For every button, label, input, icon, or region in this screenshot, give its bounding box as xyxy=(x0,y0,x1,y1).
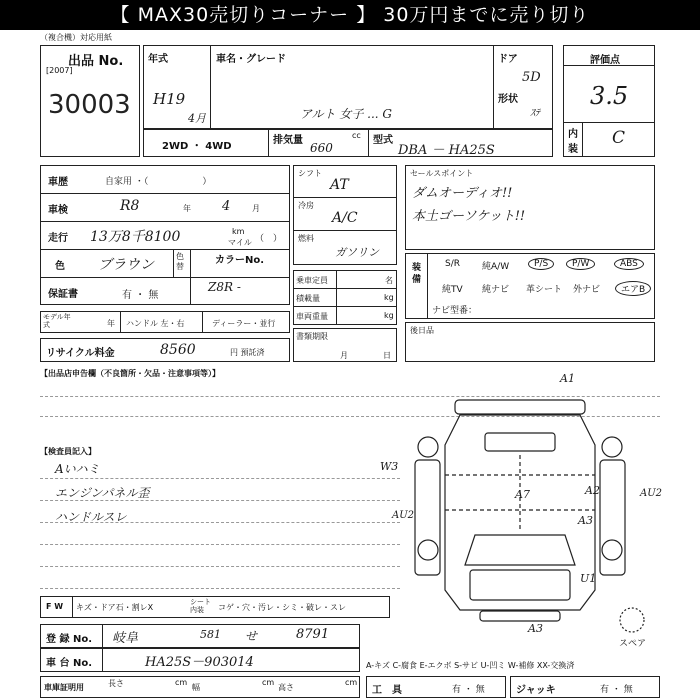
load-label: 積載量 xyxy=(296,294,320,303)
lot-number: 30003 xyxy=(48,90,131,120)
inspector-label: 【検査員記入】 xyxy=(40,447,96,456)
left-side-shape xyxy=(415,460,440,575)
shape-label: 形状 xyxy=(498,94,518,105)
cert-unit-1: cm xyxy=(175,678,188,687)
sales-point-line2: 本土ゴーソケット!! xyxy=(412,209,526,224)
equip-leather: 革シート xyxy=(526,285,563,295)
equip-airbag: エアB xyxy=(615,281,651,296)
inspection-era: R8 xyxy=(120,198,140,214)
mileage-unit-mile: マイル xyxy=(228,238,252,247)
color-label: 色 xyxy=(55,261,65,272)
warranty-label: 保証書 xyxy=(48,289,78,300)
mark-bottom: U1 xyxy=(580,572,597,585)
displacement-label: 排気量 xyxy=(273,135,303,146)
mark-center: A7 xyxy=(515,488,530,501)
mark-right-out: AU2 xyxy=(640,488,663,499)
equip-alloy: 純A/W xyxy=(482,262,510,272)
right-side-shape xyxy=(600,460,625,575)
docs-due-label: 書類期限 xyxy=(296,332,328,341)
mark-top: A1 xyxy=(560,372,575,385)
history-value: 自家用 ・（ ） xyxy=(105,177,212,187)
registration-kana: せ xyxy=(245,629,258,643)
registration-class: 581 xyxy=(200,628,221,641)
fw-text3: コゲ・穴・汚レ・シミ・破レ・スレ xyxy=(218,603,346,612)
equip-tv: 純TV xyxy=(442,285,463,295)
capacity-label: 乗車定員 xyxy=(296,276,328,285)
equip-sr: S/R xyxy=(445,259,460,269)
cert-height: 高さ xyxy=(278,683,294,692)
inspection-month: 4 xyxy=(222,199,231,214)
inspection-label: 車検 xyxy=(48,205,68,216)
inspection-year-label: 年 xyxy=(183,204,191,213)
seller-notes-label: 【出品店申告欄（不良箇所・欠品・注意事項等）】 xyxy=(40,369,220,378)
weight-unit: kg xyxy=(384,311,394,320)
chassis-label: 車 台 No. xyxy=(46,658,93,669)
load-unit: kg xyxy=(384,293,394,302)
docs-due-month: 月 xyxy=(340,351,348,360)
mark-bottom2: A3 xyxy=(528,622,543,635)
cert-length: 長さ xyxy=(108,679,124,688)
fuel-label: 燃料 xyxy=(298,234,314,243)
spare-circle xyxy=(620,608,644,632)
cert-width: 幅 xyxy=(192,683,200,692)
interior-label-2: 装 xyxy=(568,144,578,155)
warranty-value: 有 ・ 無 xyxy=(122,290,159,301)
wheel-fr xyxy=(602,437,622,457)
mileage-label: 走行 xyxy=(48,233,68,244)
equip-navi-model: ナビ型番： xyxy=(432,306,478,316)
model-year-row-dealer: ディーラー・並行 xyxy=(212,319,276,328)
front-bumper-shape xyxy=(455,400,585,414)
inspector-line3: ハンドルスレ xyxy=(55,510,127,524)
mark-right2: A2 xyxy=(585,484,600,497)
shift-value: AT xyxy=(330,177,349,193)
roof-shape xyxy=(470,570,570,600)
interior-label-1: 内 xyxy=(568,129,578,140)
damage-legend: A-キズ C-腐食 E-エクボ S-サビ U-凹ミ W-補修 XX-交換済 xyxy=(366,661,575,670)
inspector-line2: エンジンパネル歪 xyxy=(55,486,150,500)
jack-value: 有 ・ 無 xyxy=(600,685,633,695)
displacement-value: 660 xyxy=(310,141,333,155)
equip-pw: P/W xyxy=(566,258,595,270)
weight-label: 車両重量 xyxy=(296,312,328,321)
model-year-row-year: 年 xyxy=(107,319,115,328)
capacity-unit: 名 xyxy=(385,276,393,285)
fw-label: F W xyxy=(46,602,64,611)
shift-label: シフト xyxy=(298,169,322,178)
model-year-row-label: モデル年式 xyxy=(43,313,71,329)
color-code-value: Z8R - xyxy=(208,280,241,294)
sales-point-label: セールスポイント xyxy=(410,169,474,178)
registration-area: 岐阜 xyxy=(112,631,139,646)
car-diagram xyxy=(400,375,670,645)
rear-bumper-shape xyxy=(480,611,560,621)
model-year-month: 4月 xyxy=(188,112,206,125)
mark-right3: A3 xyxy=(578,514,593,527)
model-year-value: H19 xyxy=(153,90,186,108)
lot-label: 出品 No. xyxy=(68,54,124,69)
fw-text2: シート内装 xyxy=(190,598,211,614)
wheel-rr xyxy=(602,540,622,560)
wheel-rl xyxy=(418,540,438,560)
aircon-label: 冷房 xyxy=(298,201,314,210)
car-name-label: 車名・グレード xyxy=(216,54,286,65)
inspection-month-label: 月 xyxy=(252,204,260,213)
equip-abs: ABS xyxy=(614,258,644,270)
recycle-value: 8560 xyxy=(160,342,196,358)
score-value: 3.5 xyxy=(590,82,629,110)
banner: 【 MAX30売切りコーナー 】 30万円までに売り切り xyxy=(0,0,700,30)
attachment-label: 後日品 xyxy=(410,326,434,335)
recycle-label: リサイクル料金 xyxy=(46,348,115,359)
docs-due-day: 日 xyxy=(383,351,391,360)
displacement-unit: cc xyxy=(352,131,361,140)
equipment-label: 装備 xyxy=(412,263,422,285)
registration-label: 登 録 No. xyxy=(46,634,93,645)
attachment-box xyxy=(405,322,655,362)
mileage-value: 13万8千8100 xyxy=(90,229,181,245)
score-label: 評価点 xyxy=(590,55,620,66)
tools-value: 有 ・ 無 xyxy=(452,685,485,695)
equip-ext-navi: 外ナビ xyxy=(573,285,601,295)
windshield-shape xyxy=(465,535,575,565)
door-label: ドア xyxy=(498,54,518,65)
cert-unit-2: cm xyxy=(262,678,275,687)
fw-text: キズ・ドア石・割レX xyxy=(76,603,154,612)
shape-value: ｽﾃ xyxy=(530,108,540,119)
door-value: 5D xyxy=(522,70,541,85)
lot-year-tag: [2007] xyxy=(46,66,73,75)
header-top: （複合機）対応用紙 xyxy=(40,33,112,42)
history-label: 車歴 xyxy=(48,177,68,188)
color-code-label: カラーNo. xyxy=(215,255,265,266)
cert-label: 車庫証明用 xyxy=(44,683,84,692)
equip-ps: P/S xyxy=(528,258,554,270)
mileage-paren: （ ） xyxy=(255,234,283,244)
model-code-value: DBA － HA25S xyxy=(398,143,495,158)
cert-row xyxy=(40,676,360,698)
mark-left: W3 xyxy=(380,460,399,473)
mark-left2: AU2 xyxy=(392,510,415,521)
wheel-fl xyxy=(418,437,438,457)
drive-value: 2WD ・ 4WD xyxy=(162,141,232,152)
sales-point-line1: ダムオーディオ!! xyxy=(412,186,513,201)
color-value: ブラウン xyxy=(98,257,154,273)
model-code-label: 型式 xyxy=(373,135,393,146)
interior-value: C xyxy=(612,128,626,148)
color-change-label: 色替 xyxy=(176,252,184,271)
tools-label: 工 具 xyxy=(372,685,402,696)
registration-number: 8791 xyxy=(296,627,330,642)
model-year-label: 年式 xyxy=(148,54,168,65)
recycle-unit: 円 預託済 xyxy=(230,348,265,357)
model-year-row-handle: ハンドル 左・右 xyxy=(126,319,185,328)
fuel-value: ガソリン xyxy=(335,246,379,259)
jack-label: ジャッキ xyxy=(516,685,556,696)
car-name-value: アルト 女子 ... G xyxy=(300,107,392,121)
hood-shape xyxy=(485,433,555,451)
mileage-unit-km: km xyxy=(232,227,245,236)
chassis-value: HA25S－903014 xyxy=(145,655,254,670)
inspector-line1: Aいハミ xyxy=(55,462,100,476)
spare-label: スペア xyxy=(619,639,647,649)
cert-unit-3: cm xyxy=(345,678,358,687)
equip-navi: 純ナビ xyxy=(482,285,510,295)
aircon-value: A/C xyxy=(332,210,358,226)
